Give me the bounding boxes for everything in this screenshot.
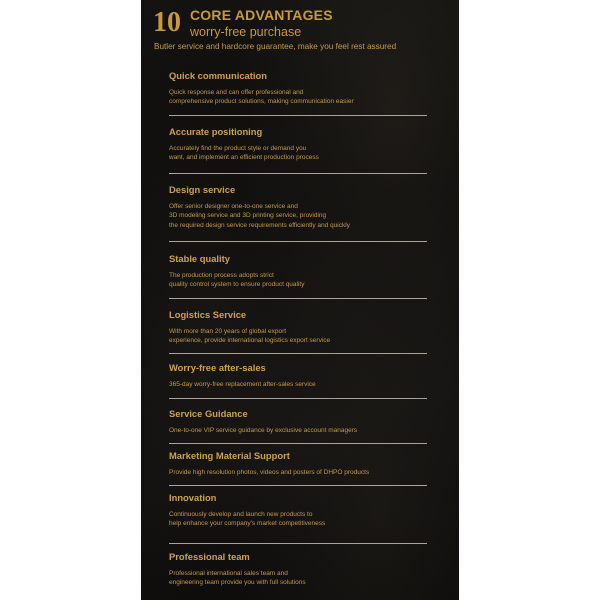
advantage-item-accurate-positioning: [169, 126, 428, 163]
divider: [169, 443, 427, 444]
advantage-description: 365-day worry-free replacement after-sales service: [169, 381, 316, 388]
advantage-description: Quick response and can offer professional and comprehensive product solutions, making communication easier: [169, 89, 354, 106]
advantage-description: Continuously develop and launch new products to help enhance your company's market competitiveness: [169, 511, 326, 528]
header-subtitle: Butler service and hardcore guarantee, make you feel rest assured: [154, 42, 397, 51]
advantage-title: Worry-free after-sales: [169, 362, 266, 373]
advantage-description: The production process adopts strict quality control system to ensure product quality: [169, 272, 305, 289]
header-tagline: worry-free purchase: [190, 25, 302, 39]
advantage-description: Offer senior designer one-to-one service and 3D modeling service and 3D printing service, providing the required design service requirements efficiently and quickly: [169, 203, 350, 229]
advantage-item-service-guidance: [169, 408, 428, 435]
advantage-title: Service Guidance: [169, 408, 248, 419]
advantage-title: Marketing Material Support: [169, 450, 290, 461]
divider: [169, 543, 427, 544]
divider: [169, 115, 427, 116]
advantage-title: Quick communication: [169, 70, 267, 81]
advantages-panel: [141, 0, 459, 600]
advantage-title: Stable quality: [169, 253, 230, 264]
advantage-description: With more than 20 years of global export experience, provide international logistics export service: [169, 328, 331, 345]
advantage-item-worry-free-after-sales: [169, 362, 428, 389]
advantage-description: One-to-one VIP service guidance by exclusive account managers: [169, 427, 358, 434]
header-title: CORE ADVANTAGES: [190, 7, 333, 23]
advantage-title: Accurate positioning: [169, 126, 263, 137]
divider: [169, 398, 427, 399]
divider: [169, 298, 427, 299]
advantage-item-logistics-service: [169, 309, 428, 346]
header: [153, 6, 459, 40]
divider: [169, 241, 427, 242]
advantage-title: Professional team: [169, 551, 250, 562]
header-number: 10: [153, 7, 181, 38]
advantage-description: Accurately find the product style or demand you want, and implement an efficient production process: [169, 145, 319, 162]
divider: [169, 353, 427, 354]
advantage-title: Innovation: [169, 492, 217, 503]
divider: [169, 485, 427, 486]
advantage-title: Logistics Service: [169, 309, 247, 320]
advantage-item-marketing-material-support: [169, 450, 428, 477]
advantage-item-professional-team: [169, 551, 428, 588]
divider: [169, 173, 427, 174]
advantage-description: Professional international sales team and engineering team provide you with full solutions: [169, 570, 306, 587]
advantage-item-innovation: [169, 492, 428, 529]
advantage-item-stable-quality: [169, 253, 428, 290]
advantage-description: Provide high resolution photos, videos and posters of DHPO products: [169, 469, 370, 476]
advantage-item-quick-communication: [169, 70, 428, 107]
advantage-title: Design service: [169, 184, 236, 195]
advantage-item-design-service: [169, 184, 428, 230]
